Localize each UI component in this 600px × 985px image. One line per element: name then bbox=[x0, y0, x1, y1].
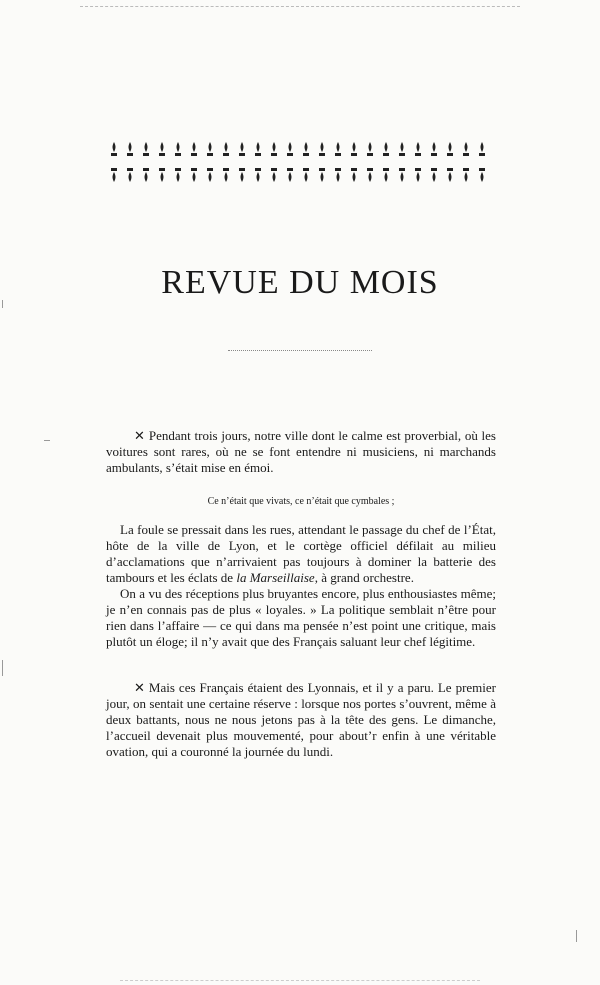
paragraph-1-text: La foule se pressait dans les rues, attendant le passage du chef de l’État, hôte de la ville de Lyon, et le cortège officiel défilait au milieu d’acclamations que n’arrivaient pas toujours à dominer la batterie des tambours et les éclats de bbox=[106, 522, 496, 585]
section-1-paragraph bbox=[106, 428, 496, 476]
fleuron-ornament bbox=[127, 168, 133, 182]
bottom-scan-rule bbox=[120, 980, 480, 981]
paragraph-2: On a vu des réceptions plus bruyantes encore, plus enthousiastes même; je n’en connais pas de plus « loyales. » La politique semblait n’être pour rien dans l’affaire — ce qui dans ma pensée n’est point une critique, mais plutôt un éloge; il n’y avait que des Français saluant leur chef légitime. bbox=[106, 586, 496, 649]
fleuron-ornament bbox=[351, 168, 357, 182]
fleuron-ornament bbox=[143, 168, 149, 182]
section-2-text: Mais ces Français étaient des Lyonnais, et il y a paru. Le premier jour, on sentait une certaine réserve : lorsque nos portes s’ouvrent, même à deux battants, nous ne nous jetons pas à la tête des gens. Le dimanche, l’accueil devenait plus mouvementé, pour about’r enfin à une véritable ovation, qui a couronné la journée du lundi. bbox=[106, 680, 496, 759]
paragraph-1-end: , à grand orchestre. bbox=[314, 570, 414, 585]
paragraph-block bbox=[106, 522, 496, 650]
fleuron-ornament bbox=[415, 142, 421, 156]
margin-mark bbox=[576, 930, 577, 942]
fleuron-ornament bbox=[191, 142, 197, 156]
section-1 bbox=[106, 428, 496, 476]
fleuron-ornament bbox=[239, 142, 245, 156]
fleuron-ornament bbox=[367, 142, 373, 156]
fleuron-ornament bbox=[447, 142, 453, 156]
fleuron-ornament bbox=[127, 142, 133, 156]
margin-mark bbox=[44, 440, 50, 441]
fleuron-ornament bbox=[383, 142, 389, 156]
fleuron-ornament bbox=[399, 168, 405, 182]
fleuron-ornament bbox=[303, 142, 309, 156]
decorative-ornament-band bbox=[100, 140, 500, 184]
fleuron-ornament bbox=[207, 142, 213, 156]
section-mark-icon: ✕ bbox=[134, 680, 145, 695]
page-title: REVUE DU MOIS bbox=[161, 264, 439, 301]
fleuron-ornament bbox=[191, 168, 197, 182]
top-scan-rule bbox=[80, 6, 520, 7]
fleuron-ornament bbox=[207, 168, 213, 182]
fleuron-ornament bbox=[271, 168, 277, 182]
fleuron-ornament bbox=[271, 142, 277, 156]
fleuron-ornament bbox=[175, 142, 181, 156]
fleuron-ornament bbox=[319, 142, 325, 156]
fleuron-ornament bbox=[223, 142, 229, 156]
paragraph-1 bbox=[106, 522, 496, 586]
fleuron-ornament bbox=[383, 168, 389, 182]
fleuron-ornament bbox=[447, 168, 453, 182]
fleuron-ornament bbox=[255, 168, 261, 182]
fleuron-ornament bbox=[111, 142, 117, 156]
section-2-paragraph bbox=[106, 680, 496, 760]
fleuron-ornament bbox=[111, 168, 117, 182]
fleuron-ornament bbox=[335, 168, 341, 182]
fleuron-ornament bbox=[479, 168, 485, 182]
fleuron-ornament bbox=[143, 142, 149, 156]
fleuron-ornament bbox=[159, 142, 165, 156]
fleuron-ornament bbox=[431, 142, 437, 156]
fleuron-ornament bbox=[175, 168, 181, 182]
fleuron-ornament bbox=[351, 142, 357, 156]
fleuron-ornament bbox=[335, 142, 341, 156]
fleuron-ornament bbox=[399, 142, 405, 156]
fleuron-ornament bbox=[479, 142, 485, 156]
fleuron-ornament bbox=[319, 168, 325, 182]
title-divider bbox=[228, 350, 372, 351]
fleuron-ornament bbox=[287, 142, 293, 156]
paragraph-1-italic: la Marseillaise bbox=[236, 570, 315, 585]
section-2 bbox=[106, 680, 496, 760]
fleuron-ornament bbox=[255, 142, 261, 156]
section-1-text: Pendant trois jours, notre ville dont le calme est proverbial, où les voitures sont rares, où ne se font entendre ni musiciens, ni marchands ambulants, s’était mise en émoi. bbox=[106, 428, 496, 475]
margin-mark bbox=[2, 660, 3, 676]
fleuron-ornament bbox=[159, 168, 165, 182]
fleuron-ornament bbox=[367, 168, 373, 182]
fleuron-ornament bbox=[463, 142, 469, 156]
fleuron-ornament bbox=[239, 168, 245, 182]
fleuron-ornament bbox=[463, 168, 469, 182]
fleuron-ornament bbox=[287, 168, 293, 182]
section-mark-icon: ✕ bbox=[134, 428, 145, 443]
fleuron-ornament bbox=[303, 168, 309, 182]
fleuron-ornament bbox=[223, 168, 229, 182]
fleuron-ornament bbox=[431, 168, 437, 182]
verse-quote: Ce n’était que vivats, ce n’était que cymbales ; bbox=[207, 496, 395, 507]
fleuron-ornament bbox=[415, 168, 421, 182]
